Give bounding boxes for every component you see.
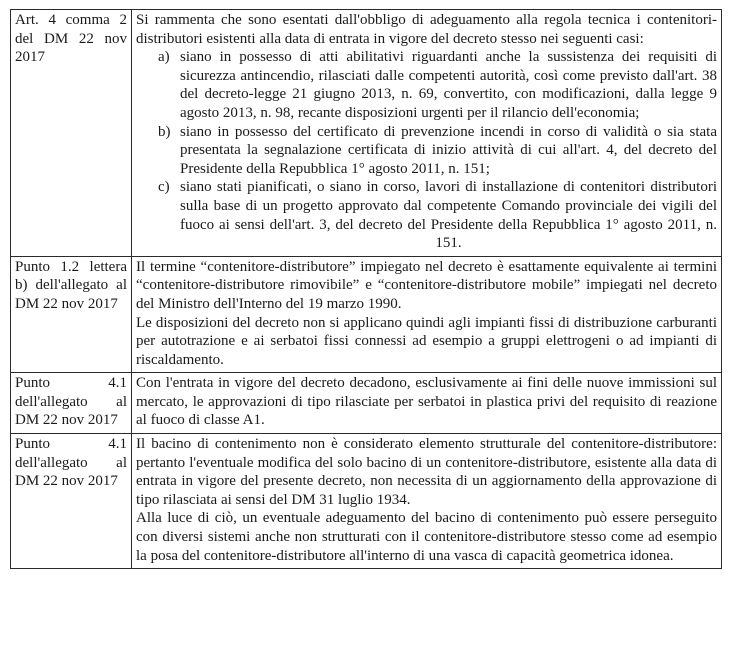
list-item-label: c) (158, 179, 170, 196)
intro-paragraph: Si rammenta che sono esentati dall'obbligo di adeguamento alla regola tecnica i contenitori-distributori esistenti alla data di entrata in vigore del decreto stesso nei seguenti casi: (136, 12, 717, 47)
regulation-table (10, 9, 722, 569)
table-row (11, 256, 722, 373)
list-item (136, 123, 717, 179)
content-cell (132, 373, 722, 434)
list-item (136, 178, 717, 252)
list-item-label: a) (158, 49, 170, 66)
content-cell (132, 256, 722, 373)
paragraph: Le disposizioni del decreto non si applicano quindi agli impianti fissi di distribuzione carburanti per autotrazione e ai serbatoi fissi connessi ad esempio a gruppi elettrogeni o ad impianti di riscaldamento. (136, 314, 717, 368)
list-item-text: siano stati pianificati, o siano in corso, lavori di installazione di contenitori distributori sulla base di un progetto approvato dal competente Comando provinciale dei vigili del fuoco ai sensi dell'art. 3, del decreto del Presidente della Repubblica 1° agosto 2011, n. 151. (180, 179, 717, 252)
reference-text: Punto 4.1 dell'allegato al DM 22 nov 2017 (15, 436, 127, 490)
reference-cell (11, 434, 132, 569)
paragraph: Il termine “contenitore-distributore” impiegato nel decreto è esattamente equivalente ai termini “contenitore-distributore rimovibile” e “contenitore-distributore mobile” impiegati nel decreto del Ministro dell'Interno del 19 marzo 1990. (136, 258, 717, 312)
content-cell (132, 434, 722, 569)
reference-text: Punto 4.1 dell'allegato al DM 22 nov 2017 (15, 375, 127, 429)
list-item-label: b) (158, 123, 171, 140)
list-item-text: siano in possesso del certificato di prevenzione incendi in corso di validità o sia stata presentata la segnalazione certificata di inizio attività di cui all'art. 4, del decreto del Presidente della Repubblica 1° agosto 2011, n. 151; (180, 123, 717, 177)
reference-cell (11, 256, 132, 373)
table-row (11, 373, 722, 434)
content-cell (132, 10, 722, 257)
table-row (11, 434, 722, 569)
paragraph: Con l'entrata in vigore del decreto decadono, esclusivamente ai fini delle nuove immissioni sul mercato, le approvazioni di tipo rilasciate per serbatoi in plastica privi del requisito di reazione al fuoco di classe A1. (136, 375, 717, 429)
list-item-text: siano in possesso di atti abilitativi riguardanti anche la sussistenza dei requisiti di sicurezza antincendio, rilasciati dalle competenti autorità, così come previsto dall'art. 38 del decreto-legge 21 giugno 2013, n. 69, convertito, con modificazioni, dalla legge 9 agosto 2013, n. 98, recante disposizioni urgenti per il rilancio dell'economia; (180, 49, 717, 121)
paragraph: Alla luce di ciò, un eventuale adeguamento del bacino di contenimento può essere perseguito con diversi sistemi anche non strutturati con il contenitore-distributore stesso come ad esempio la posa del contenitore-distributore all'interno di una vasca di capacità geometrica idonea. (136, 510, 717, 564)
reference-cell (11, 10, 132, 257)
reference-text: Punto 1.2 lettera b) dell'allegato al DM 22 nov 2017 (15, 258, 127, 312)
list-item (136, 48, 717, 122)
paragraph: Il bacino di contenimento non è considerato elemento strutturale del contenitore-distributore: pertanto l'eventuale modifica del solo bacino di un contenitore-distributore, esistente alla data di entrata in vigore del presente decreto, non necessita di un aggiornamento della approvazione di tipo rilasciata ai sensi del DM 31 luglio 1934. (136, 436, 717, 508)
table-row (11, 10, 722, 257)
reference-text: Art. 4 comma 2 del DM 22 nov 2017 (15, 12, 127, 66)
reference-cell (11, 373, 132, 434)
